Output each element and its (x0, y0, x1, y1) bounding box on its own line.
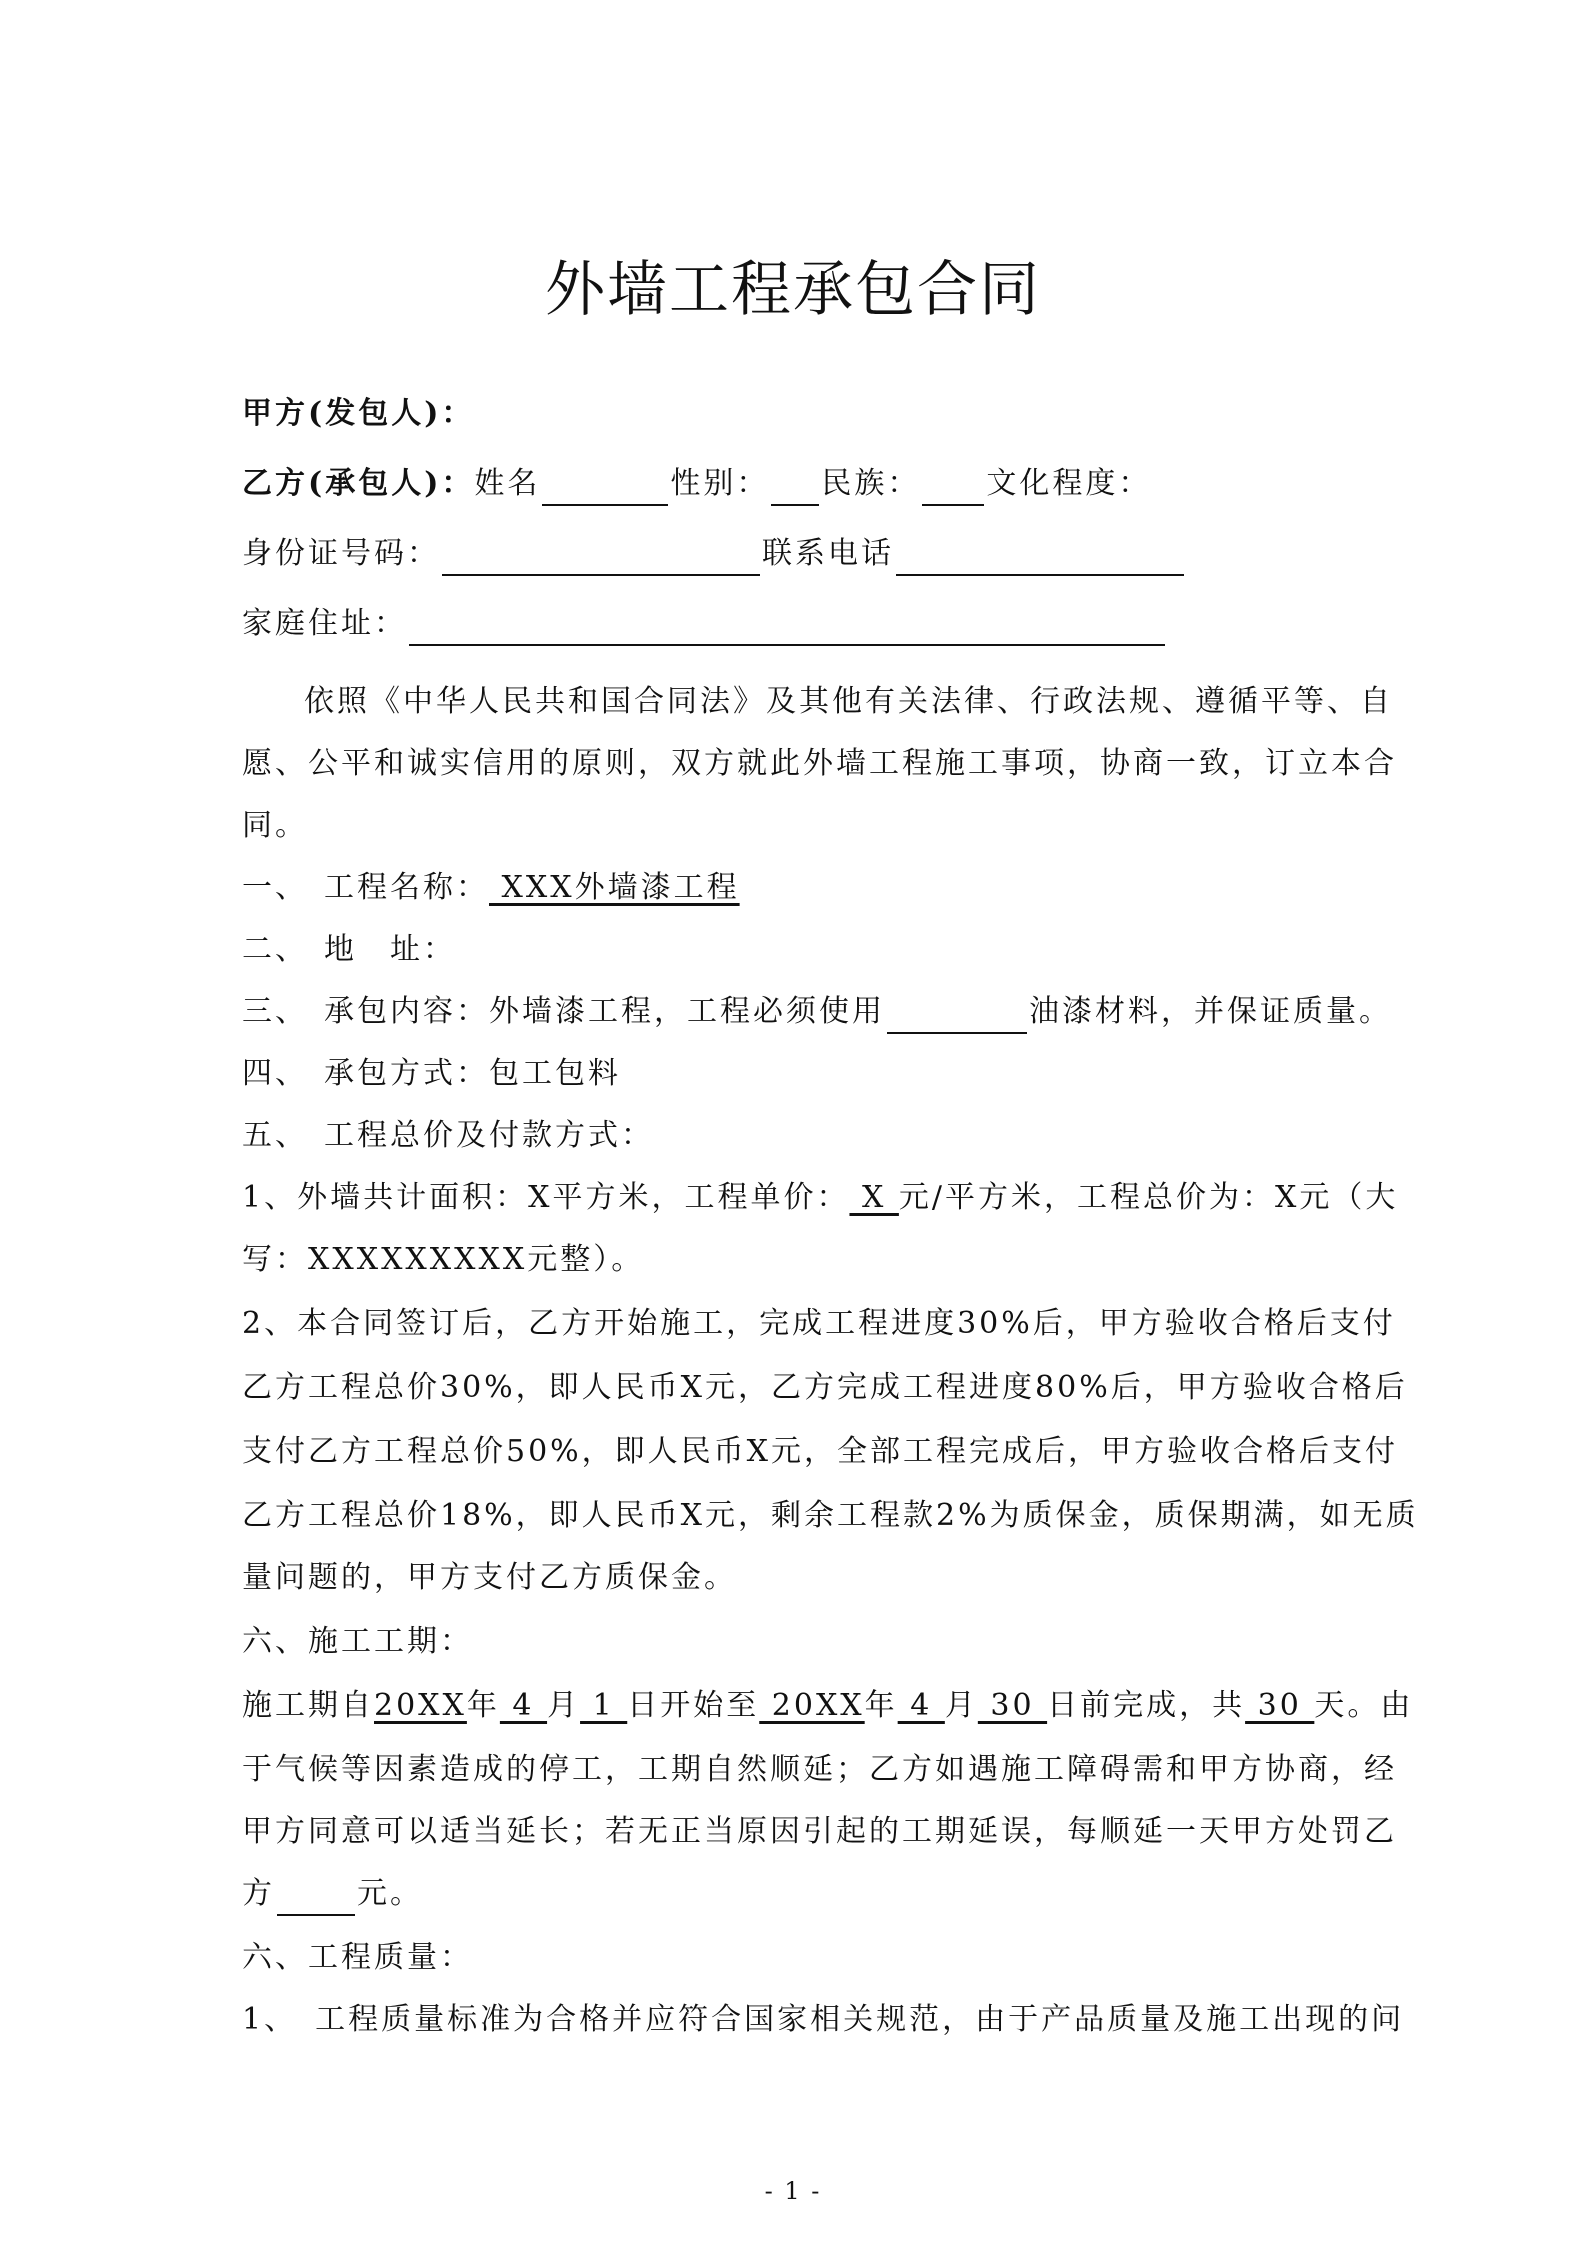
schedule-line-2: 于气候等因素造成的停工，工期自然顺延；乙方如遇施工障碍需和甲方协商，经 (242, 1752, 1397, 1787)
schedule-heading: 六、施工工期： (242, 1624, 473, 1659)
schedule-line-4 (242, 1872, 1352, 1916)
section-scope (242, 990, 1392, 1034)
section-label: 地 址： (324, 932, 456, 967)
payment-item-1 (242, 1176, 1399, 1220)
name-blank (542, 470, 668, 506)
payment-item-2-line-3: 支付乙方工程总价50%，即人民币X元，全部工程完成后，甲方验收合格后支付 (242, 1434, 1399, 1469)
gender-blank (771, 470, 819, 506)
start-month-value: 4 (499, 1688, 548, 1723)
id-blank (442, 540, 760, 576)
schedule-text: 天。由 (1314, 1688, 1414, 1723)
schedule-text: 日前完成，共 (1047, 1688, 1246, 1723)
payment-text: 元/平方米，工程总价为：X元（大 (898, 1180, 1399, 1215)
party-a-label: 甲方(发包人)： (242, 396, 475, 431)
phone-label: 联系电话 (762, 536, 894, 571)
start-year-value: 20XX (374, 1688, 467, 1723)
address-label: 家庭住址： (242, 606, 407, 641)
intro-line-3: 同。 (242, 808, 308, 843)
section-contract-mode (242, 1052, 1352, 1096)
schedule-text: 方 (242, 1876, 275, 1911)
party-a-line (242, 392, 1352, 436)
id-label: 身份证号码： (242, 536, 440, 571)
end-year-value: 20XX (759, 1688, 865, 1723)
quality-heading: 六、工程质量： (242, 1940, 473, 1975)
unit-price-value: X (849, 1180, 899, 1215)
payment-text: 1、外墙共计面积：X平方米，工程单价： (242, 1180, 850, 1215)
schedule-text: 年 (466, 1688, 500, 1723)
payment-item-1-cont: 写：XXXXXXXXX元整）。 (242, 1242, 645, 1277)
section-number: 三、 (242, 994, 308, 1029)
penalty-amount-blank (277, 1880, 355, 1916)
party-b-line (242, 462, 1352, 506)
schedule-line-1 (242, 1684, 1414, 1728)
total-days-value: 30 (1245, 1688, 1315, 1723)
id-line (242, 532, 1352, 576)
section-number: 五、 (242, 1118, 308, 1153)
section-label: 工程名称： (324, 870, 489, 905)
section-label: 工程总价及付款方式： (324, 1118, 654, 1153)
section-number: 二、 (242, 932, 308, 967)
section-number: 四、 (242, 1056, 308, 1091)
end-month-value: 4 (897, 1688, 945, 1723)
start-day-value: 1 (580, 1688, 628, 1723)
ethnic-label: 民族： (821, 466, 921, 501)
section-number: 一、 (242, 870, 308, 905)
schedule-text: 年 (864, 1688, 898, 1723)
payment-item-2-line-2: 乙方工程总价30%，即人民币X元，乙方完成工程进度80%后，甲方验收合格后 (242, 1370, 1408, 1405)
payment-item-2-line-5: 量问题的，甲方支付乙方质保金。 (242, 1560, 737, 1595)
address-blank (409, 610, 1165, 646)
schedule-text: 施工期自 (242, 1688, 374, 1723)
education-label: 文化程度： (986, 466, 1152, 501)
section-address (242, 928, 1352, 972)
schedule-text: 元。 (357, 1876, 423, 1911)
ethnic-blank (922, 470, 984, 506)
payment-item-2-line-4: 乙方工程总价18%，即人民币X元，剩余工程款2%为质保金，质保期满，如无质 (242, 1498, 1419, 1533)
phone-blank (896, 540, 1184, 576)
page-number: - 1 - (764, 2177, 822, 2205)
project-name-value: XXX外墙漆工程 (489, 870, 740, 905)
section-project-name (242, 866, 1352, 910)
section-label: 承包内容：外墙漆工程，工程必须使用 (324, 994, 885, 1029)
section-price (242, 1114, 1352, 1158)
intro-line-2: 愿、公平和诚实信用的原则，双方就此外墙工程施工事项，协商一致，订立本合 (242, 746, 1397, 781)
address-line (242, 602, 1352, 646)
intro-line-1: 依照《中华人民共和国合同法》及其他有关法律、行政法规、遵循平等、自 (304, 684, 1393, 719)
party-b-label: 乙方(承包人)： (242, 466, 475, 501)
end-day-value: 30 (977, 1688, 1048, 1723)
schedule-line-3: 甲方同意可以适当延长；若无正当原因引起的工期延误，每顺延一天甲方处罚乙 (242, 1814, 1397, 1849)
schedule-text: 日开始至 (627, 1688, 760, 1723)
payment-item-2-line-1: 2、本合同签订后，乙方开始施工，完成工程进度30%后，甲方验收合格后支付 (242, 1306, 1396, 1341)
section-label: 承包方式：包工包料 (324, 1056, 621, 1091)
schedule-text: 月 (944, 1688, 978, 1723)
section-label-after: 油漆材料，并保证质量。 (1029, 994, 1392, 1029)
paint-brand-blank (887, 998, 1027, 1034)
schedule-text: 月 (547, 1688, 581, 1723)
document-title: 外墙工程承包合同 (545, 255, 1041, 325)
quality-item-1: 1、 工程质量标准为合格并应符合国家相关规范，由于产品质量及施工出现的问 (242, 2002, 1405, 2037)
gender-label: 性别： (670, 466, 770, 501)
name-label: 姓名 (474, 466, 541, 501)
